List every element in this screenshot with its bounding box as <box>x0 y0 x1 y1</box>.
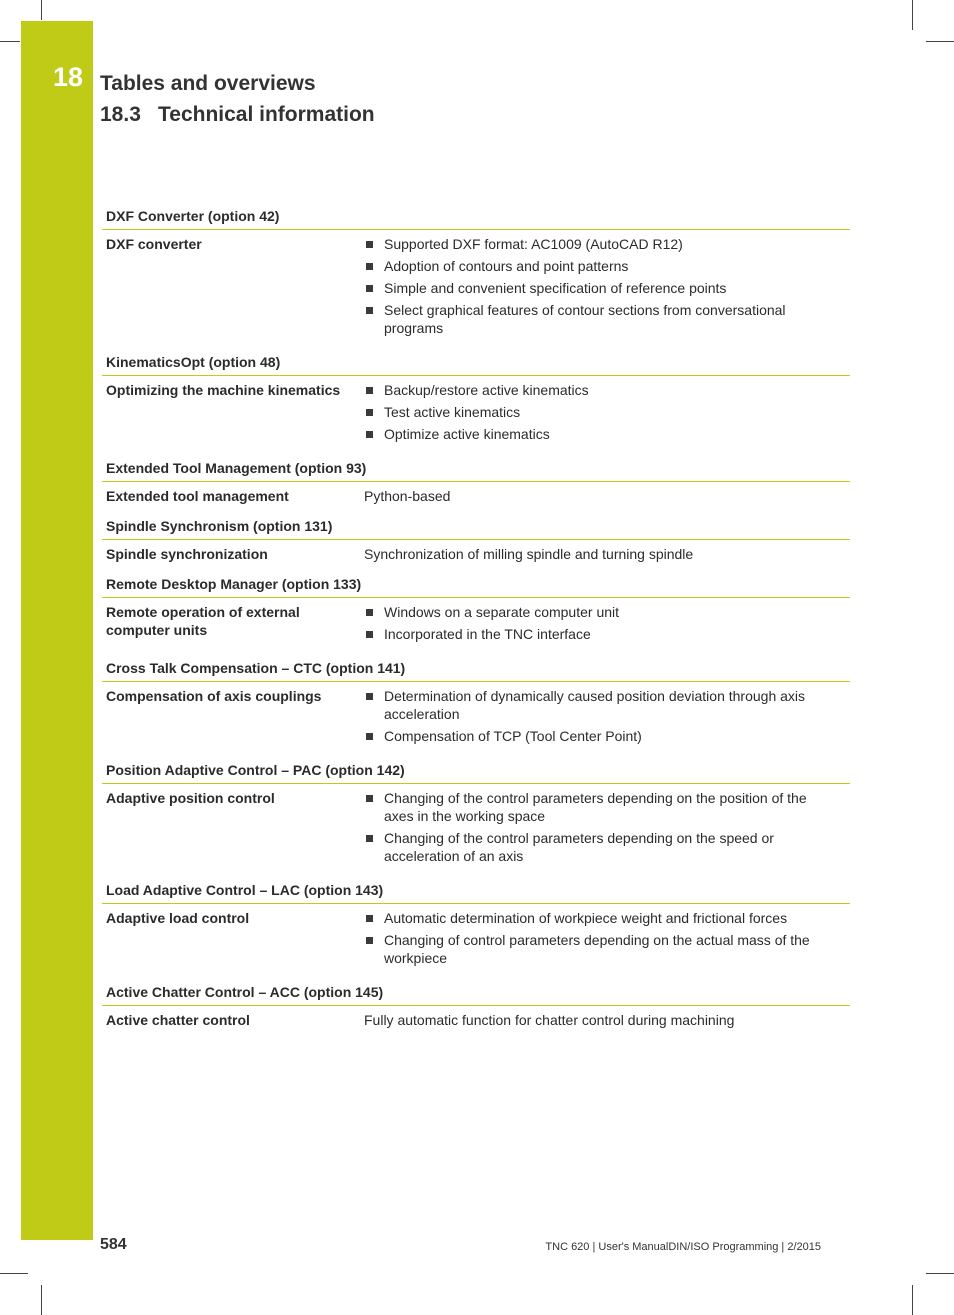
bullet-item: Compensation of TCP (Tool Center Point) <box>364 727 850 745</box>
feature-label: Optimizing the machine kinematics <box>106 382 341 398</box>
feature-description <box>364 381 850 447</box>
bullet-item: Supported DXF format: AC1009 (AutoCAD R12) <box>364 235 850 253</box>
option-title: Remote Desktop Manager (option 133) <box>102 576 850 598</box>
feature-description <box>364 789 850 869</box>
section-number: 18.3 <box>100 103 141 126</box>
option-title: Cross Talk Compensation – CTC (option 141) <box>102 660 850 682</box>
crop-mark <box>912 1285 913 1315</box>
bullet-item: Changing of control parameters depending on the actual mass of the workpiece <box>364 931 850 967</box>
option-title: Active Chatter Control – ACC (option 145) <box>102 984 850 1006</box>
feature-label: Active chatter control <box>106 1012 250 1028</box>
bullet-item: Test active kinematics <box>364 403 850 421</box>
bullet-item: Windows on a separate computer unit <box>364 603 850 621</box>
bullet-list <box>364 789 850 865</box>
feature-label: Remote operation of external computer units <box>106 604 300 638</box>
feature-description <box>364 909 850 971</box>
option-section <box>102 208 850 341</box>
feature-label: Adaptive position control <box>106 790 275 806</box>
bullet-list <box>364 381 850 443</box>
option-title: Spindle Synchronism (option 131) <box>102 518 850 540</box>
crop-mark <box>41 1285 42 1315</box>
description-text: Python-based <box>364 488 451 504</box>
bullet-item: Adoption of contours and point patterns <box>364 257 850 275</box>
feature-description <box>364 687 850 749</box>
crop-mark <box>0 41 20 42</box>
spec-table <box>102 208 850 1042</box>
crop-mark <box>926 41 954 42</box>
option-title: Position Adaptive Control – PAC (option 142) <box>102 762 850 784</box>
option-section <box>102 460 850 505</box>
spec-row <box>102 376 850 447</box>
bullet-list <box>364 235 850 337</box>
page-number: 584 <box>100 1236 127 1253</box>
description-text: Synchronization of milling spindle and turning spindle <box>364 546 694 562</box>
option-section <box>102 882 850 971</box>
spec-row <box>102 230 850 341</box>
footer-doc-info: TNC 620 | User's ManualDIN/ISO Programming | 2/2015 <box>545 1241 821 1253</box>
feature-label: Extended tool management <box>106 488 289 504</box>
section-title: Technical information <box>158 103 375 126</box>
chapter-sidebar <box>21 21 93 1240</box>
feature-description <box>364 487 850 505</box>
bullet-list <box>364 909 850 967</box>
bullet-item: Changing of the control parameters depending on the position of the axes in the working space <box>364 789 850 825</box>
spec-row <box>102 784 850 869</box>
bullet-item: Changing of the control parameters depending on the speed or acceleration of an axis <box>364 829 850 865</box>
spec-row <box>102 1006 850 1029</box>
spec-row <box>102 540 850 563</box>
option-section <box>102 984 850 1029</box>
feature-label: DXF converter <box>106 236 202 252</box>
crop-mark <box>0 1273 28 1274</box>
feature-description <box>364 235 850 341</box>
option-title: Load Adaptive Control – LAC (option 143) <box>102 882 850 904</box>
chapter-number: 18 <box>53 62 84 92</box>
crop-mark <box>912 0 913 30</box>
feature-label: Spindle synchronization <box>106 546 268 562</box>
spec-row <box>102 482 850 505</box>
option-section <box>102 576 850 647</box>
section-heading <box>100 103 375 127</box>
feature-description <box>364 1011 850 1029</box>
feature-description <box>364 603 850 647</box>
bullet-item: Simple and convenient specification of reference points <box>364 279 850 297</box>
bullet-item: Automatic determination of workpiece weight and frictional forces <box>364 909 850 927</box>
bullet-item: Optimize active kinematics <box>364 425 850 443</box>
bullet-list <box>364 603 850 643</box>
spec-row <box>102 682 850 749</box>
option-section <box>102 762 850 869</box>
option-title: Extended Tool Management (option 93) <box>102 460 850 482</box>
feature-description <box>364 545 850 563</box>
option-section <box>102 660 850 749</box>
option-title: KinematicsOpt (option 48) <box>102 354 850 376</box>
option-title: DXF Converter (option 42) <box>102 208 850 230</box>
chapter-title: Tables and overviews <box>100 72 316 95</box>
bullet-item: Backup/restore active kinematics <box>364 381 850 399</box>
bullet-list <box>364 687 850 745</box>
crop-mark <box>926 1273 954 1274</box>
option-section <box>102 354 850 447</box>
description-text: Fully automatic function for chatter control during machining <box>364 1012 735 1028</box>
bullet-item: Determination of dynamically caused position deviation through axis acceleration <box>364 687 850 723</box>
feature-label: Compensation of axis couplings <box>106 688 322 704</box>
crop-mark <box>41 0 42 20</box>
bullet-item: Select graphical features of contour sections from conversational programs <box>364 301 850 337</box>
feature-label: Adaptive load control <box>106 910 250 926</box>
spec-row <box>102 598 850 647</box>
spec-row <box>102 904 850 971</box>
option-section <box>102 518 850 563</box>
bullet-item: Incorporated in the TNC interface <box>364 625 850 643</box>
